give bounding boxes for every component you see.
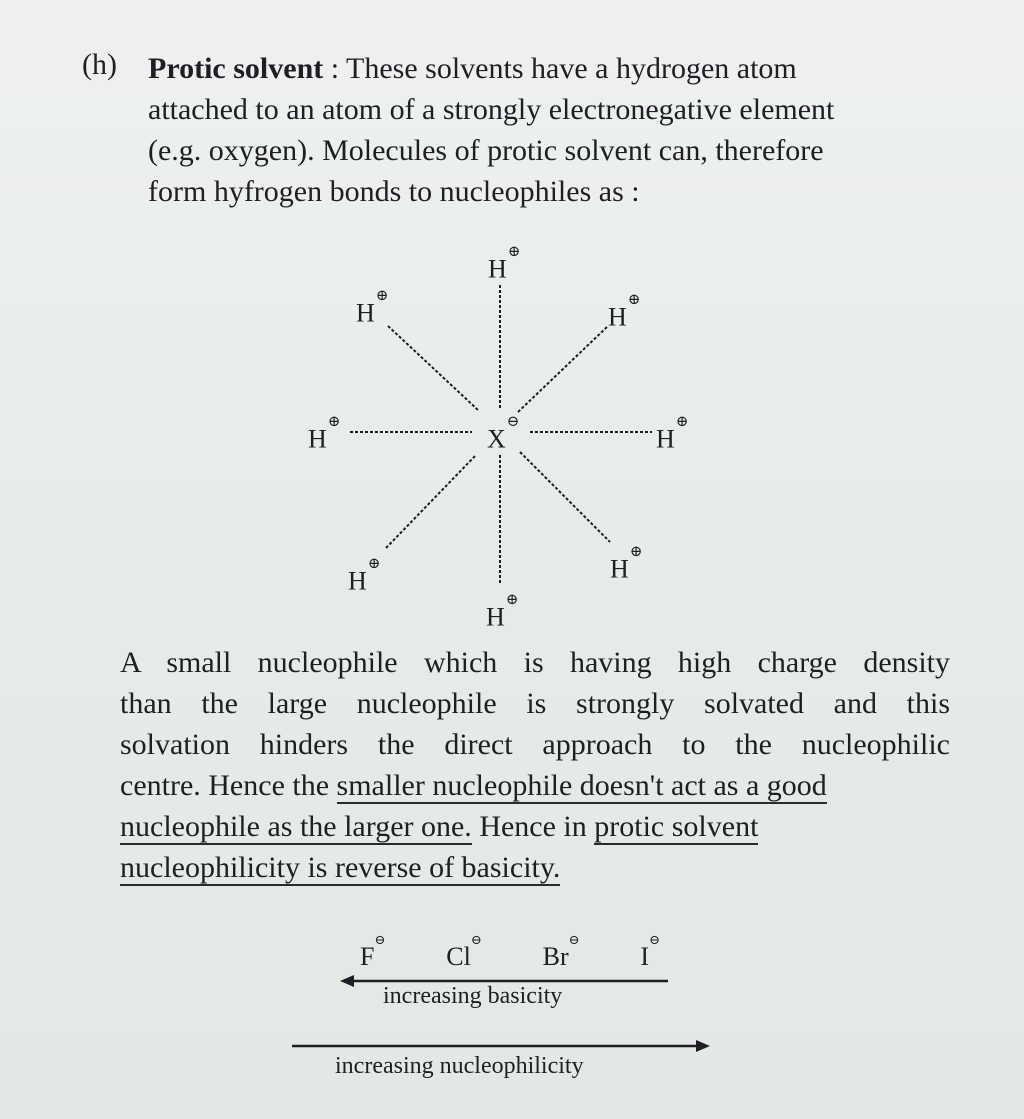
explanation-line-1: A small nucleophile which is having high charge density <box>120 646 950 679</box>
underlined-phrase-3: protic solvent <box>594 810 759 843</box>
hydrogen-left: H⊕ <box>308 414 341 454</box>
nucleophilicity-arrow-head <box>696 1040 710 1052</box>
intro-line-2: attached to an atom of a strongly electronegative element <box>148 93 835 126</box>
underlined-phrase-1: smaller nucleophile doesn't act as a good <box>336 769 827 802</box>
intro-line-1: : These solvents have a hydrogen atom <box>323 52 797 85</box>
explanation-line-3: solvation hinders the direct approach to the nucleophilic <box>120 728 950 761</box>
central-anion: X⊖ <box>487 414 520 454</box>
hydrogen-top: H⊕ <box>488 244 521 284</box>
explanation-line-2: than the large nucleophile is strongly solvated and this <box>120 687 950 720</box>
section-heading: Protic solvent <box>148 52 324 85</box>
hydrogen-lower-right: H⊕ <box>610 544 643 584</box>
underlined-phrase-4: nucleophilicity is reverse of basicity. <box>120 851 561 884</box>
hydrogen-lower-left: H⊕ <box>348 556 381 596</box>
basicity-arrow-head <box>340 975 354 987</box>
explanation-line-4: centre. Hence the smaller nucleophile doesn't act as a good <box>120 769 827 802</box>
basicity-label: increasing basicity <box>383 983 563 1009</box>
underlined-phrase-2: nucleophile as the larger one. <box>120 810 472 843</box>
explanation-line-5: nucleophile as the larger one. Hence in protic solvent <box>120 810 759 843</box>
ion-chloride: Cl⊖ <box>446 932 482 971</box>
nucleophilicity-label: increasing nucleophilicity <box>335 1053 584 1079</box>
ion-iodide: I⊖ <box>640 932 660 971</box>
hydrogen-bottom: H⊕ <box>486 592 519 632</box>
intro-line-3: (e.g. oxygen). Molecules of protic solvent can, therefore <box>148 134 824 167</box>
hydrogen-upper-left: H⊕ <box>356 288 389 328</box>
hydrogen-right: H⊕ <box>656 414 689 454</box>
ion-fluoride: F⊖ <box>360 932 386 971</box>
ion-bromide: Br⊖ <box>542 932 580 971</box>
section-label: (h) <box>82 48 117 81</box>
hydrogen-upper-right: H⊕ <box>608 292 641 332</box>
intro-line-4: form hyfrogen bonds to nucleophiles as : <box>148 175 640 208</box>
